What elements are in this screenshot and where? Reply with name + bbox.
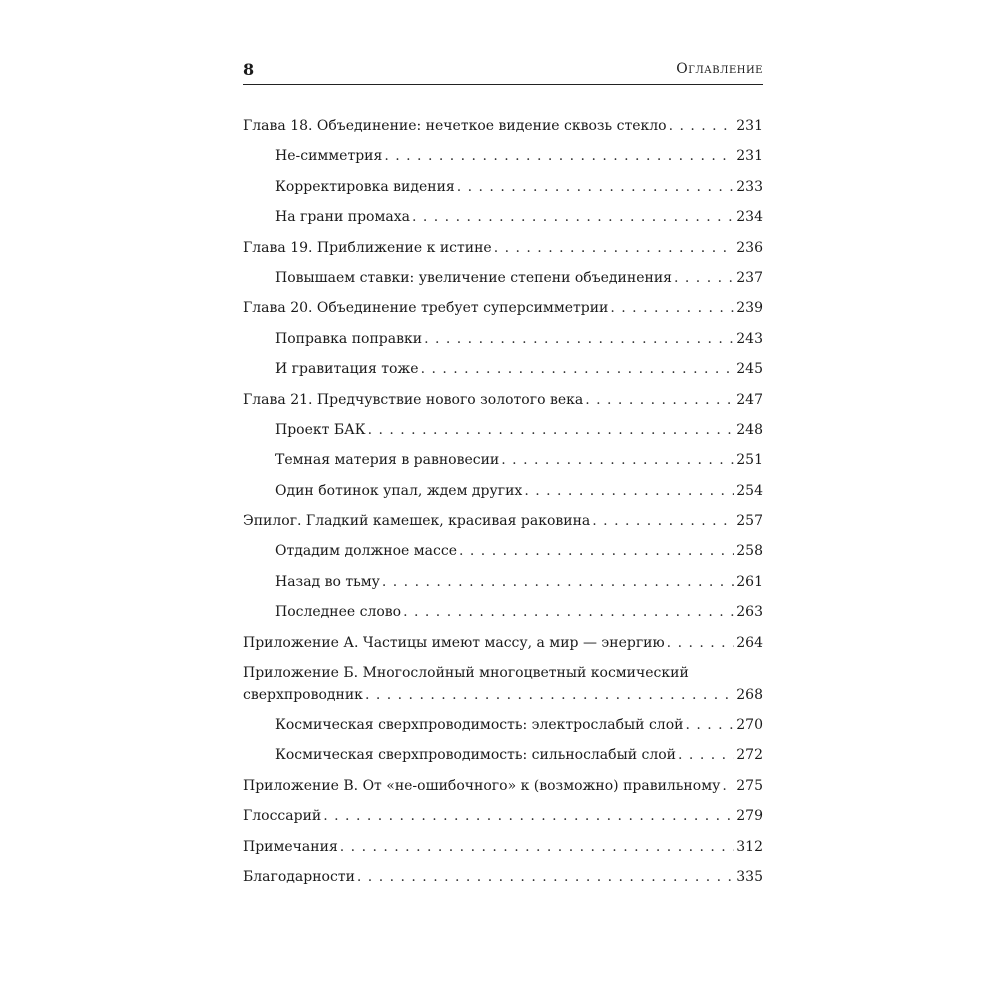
toc-entry-title: Благодарности — [243, 868, 355, 885]
toc-entry-title: Один ботинок упал, ждем других — [275, 482, 523, 499]
dot-leader — [382, 567, 734, 597]
toc-entry-title: И гравитация тоже — [275, 361, 419, 378]
toc-entry-title: На грани промаха — [275, 209, 410, 226]
toc-entry-title: Примечания — [243, 838, 338, 855]
toc-entry — [243, 233, 763, 263]
toc-entry-title: Последнее слово — [275, 604, 402, 621]
toc-entry-title: Космическая сверхпроводимость: сильнослабый слой — [275, 747, 677, 764]
toc-entry-page: 236 — [736, 239, 763, 256]
toc-entry-title: Не-симметрия — [275, 148, 383, 165]
toc-subentry — [243, 415, 763, 445]
dot-leader — [667, 628, 735, 658]
toc-subentry — [243, 567, 763, 597]
toc-entry-title: Отдадим должное массе — [275, 543, 457, 560]
toc-entry-page: 335 — [736, 868, 763, 885]
page-header — [243, 60, 763, 85]
toc-entry-page: 231 — [736, 148, 763, 165]
toc-entry-page: 233 — [736, 178, 763, 195]
toc-subentry — [243, 172, 763, 202]
toc-entry-page: 248 — [736, 421, 763, 438]
toc-entry-page: 245 — [736, 361, 763, 378]
dot-leader — [722, 771, 734, 801]
dot-leader — [585, 385, 734, 415]
toc-entry — [243, 832, 763, 862]
toc-entry-page: 261 — [736, 573, 763, 590]
dot-leader — [457, 172, 735, 202]
dot-leader — [365, 684, 734, 706]
toc-subentry — [243, 536, 763, 566]
dot-leader — [678, 740, 734, 770]
toc-entry-title: Космическая сверхпроводимость: электрослабый слой — [275, 717, 684, 734]
toc-subentry — [243, 710, 763, 740]
toc-entry-page: 263 — [736, 604, 763, 621]
toc-entry-title-line1: Приложение Б. Многослойный многоцветный космический — [243, 665, 689, 682]
toc-entry-page: 254 — [736, 482, 763, 499]
table-of-contents — [243, 111, 763, 892]
dot-leader — [524, 476, 734, 506]
dot-leader — [421, 354, 735, 384]
dot-leader — [459, 536, 734, 566]
toc-entry — [243, 385, 763, 415]
dot-leader — [357, 862, 734, 892]
toc-entry-page: 312 — [736, 838, 763, 855]
toc-entry-title: Глава 21. Предчувствие нового золотого века — [243, 391, 584, 408]
dot-leader — [412, 202, 734, 232]
toc-entry — [243, 801, 763, 831]
toc-entry-title: Поправка поправки — [275, 330, 423, 347]
dot-leader — [368, 415, 735, 445]
toc-entry-page: 264 — [736, 634, 763, 651]
toc-entry — [243, 771, 763, 801]
toc-subentry — [243, 445, 763, 475]
toc-entry-title: Глава 20. Объединение требует суперсимметрии — [243, 300, 609, 317]
toc-entry-title: Эпилог. Гладкий камешек, красивая раковина — [243, 513, 591, 530]
toc-subentry — [243, 740, 763, 770]
toc-entry-page: 239 — [736, 300, 763, 317]
toc-entry-page: 279 — [736, 808, 763, 825]
toc-entry-title: Глава 19. Приближение к истине — [243, 239, 492, 256]
toc-entry-page: 251 — [736, 452, 763, 469]
toc-entry-title: Глоссарий — [243, 808, 322, 825]
toc-entry-page: 258 — [736, 543, 763, 560]
toc-entry-page: 272 — [736, 747, 763, 764]
dot-leader — [501, 445, 734, 475]
dot-leader — [685, 710, 734, 740]
dot-leader — [384, 141, 734, 171]
toc-subentry — [243, 597, 763, 627]
toc-subentry — [243, 324, 763, 354]
dot-leader — [424, 324, 734, 354]
toc-entry-page: 231 — [736, 118, 763, 134]
toc-entry — [243, 506, 763, 536]
toc-entry-page: 257 — [736, 513, 763, 530]
toc-entry-title: Глава 18. Объединение: нечеткое видение сквозь стекло — [243, 118, 667, 134]
toc-entry-title: Проект БАК — [275, 421, 366, 438]
toc-entry-title: Приложение А. Частицы имеют массу, а мир — энергию — [243, 634, 665, 651]
toc-subentry — [243, 141, 763, 171]
toc-entry-page: 247 — [736, 391, 763, 408]
toc-entry-title: сверхпроводник — [243, 687, 363, 704]
toc-entry-page: 243 — [736, 330, 763, 347]
dot-leader — [674, 263, 734, 293]
toc-entry-page: 268 — [736, 687, 763, 704]
dot-leader — [403, 597, 734, 627]
toc-entry — [243, 662, 763, 710]
toc-subentry — [243, 263, 763, 293]
toc-entry-page: 270 — [736, 717, 763, 734]
toc-entry — [243, 293, 763, 323]
dot-leader — [610, 293, 734, 323]
toc-subentry — [243, 202, 763, 232]
dot-leader — [323, 801, 734, 831]
toc-entry-title: Корректировка видения — [275, 178, 455, 195]
toc-entry-page: 275 — [736, 777, 763, 794]
toc-entry — [243, 862, 763, 892]
toc-subentry — [243, 354, 763, 384]
toc-entry — [243, 628, 763, 658]
toc-entry-title: Темная материя в равновесии — [275, 452, 500, 469]
dot-leader — [669, 111, 735, 141]
toc-entry-title: Приложение В. От «не-ошибочного» к (возможно) правильному — [243, 777, 721, 794]
dot-leader — [592, 506, 734, 536]
page-number: 8 — [243, 60, 255, 79]
toc-entry-page: 237 — [736, 269, 763, 286]
toc-subentry — [243, 476, 763, 506]
toc-entry-title: Повышаем ставки: увеличение степени объединения — [275, 269, 672, 286]
dot-leader — [340, 832, 734, 862]
toc-entry-title: Назад во тьму — [275, 573, 380, 590]
running-title: Оглавление — [676, 61, 763, 77]
dot-leader — [494, 233, 735, 263]
toc-entry-page: 234 — [736, 209, 763, 226]
toc-entry — [243, 111, 763, 141]
